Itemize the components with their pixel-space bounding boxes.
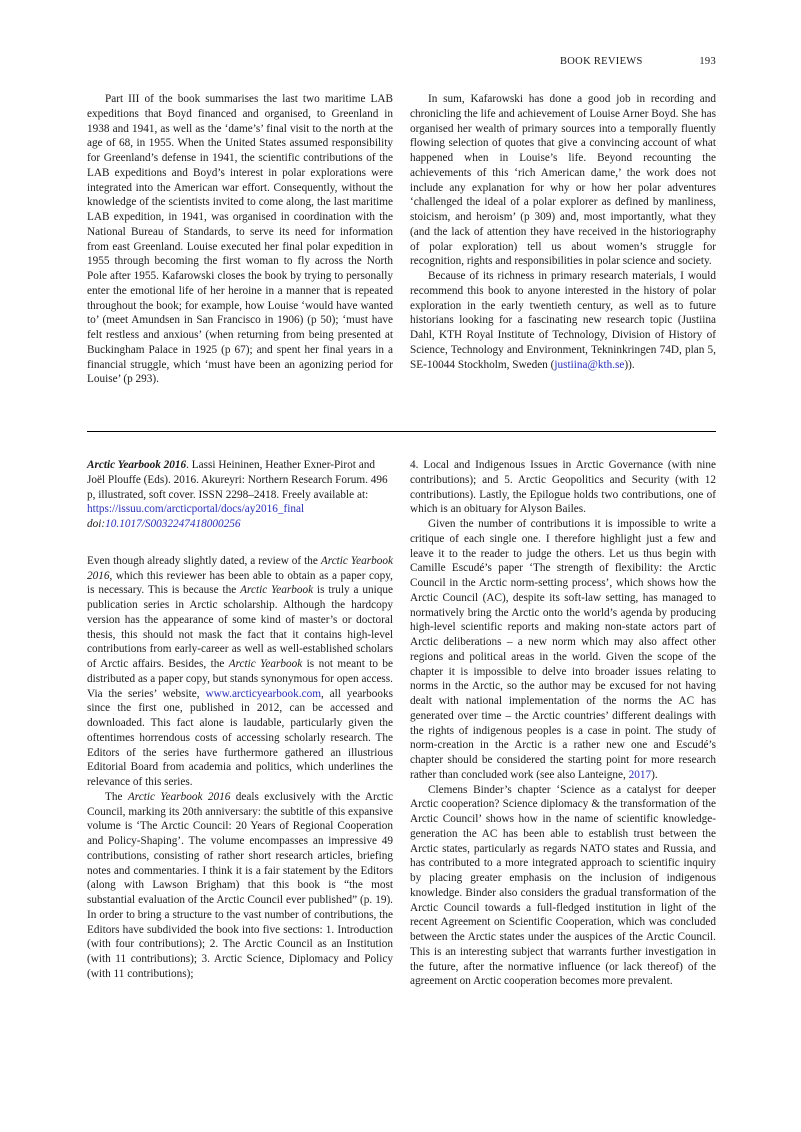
doi-label: doi: <box>87 518 106 530</box>
book-citation <box>87 458 393 532</box>
page-number: 193 <box>699 56 716 67</box>
review2-paragraph: Clemens Binder’s chapter ‘Science as a catalyst for deeper Arctic cooperation? Science diplomacy & the transformation of the Arctic Council’ shows how in the name of scientific knowledge-generation the AC has been able to establish trust between the Arctic states, particularly as regards NATO states and Russia, and has contributed to a more integrated approach to scientific inquiry by placing greater emphasis on the inclusion of indigenous knowledge. Binder also considers the gradual transformation of the Arctic Council towards a full-fledged institution in light of the recent Agreement on Scientific Cooperation, which was concluded between the Arctic states under the auspices of the Arctic Council. This is an interesting subject that warrants further investigation in the future, after the normative influence (or lack thereof) of the agreement on Arctic cooperation becomes more prevalent. <box>410 783 716 988</box>
review2-left-column <box>87 458 393 982</box>
review1-closing-paragraph: Because of its richness in primary research materials, I would recommend this book to anyone interested in the history of polar exploration in the early twentieth century, as well as to future historians looking for a fascinating new research topic (Justiina Dahl, KTH Royal Institute of Technology, Division of History of Science, Technology and Environment, Tekninkringen 74D, plan 5, SE-10044 Stockholm, Sweden (justiina@kth.se)). <box>410 270 716 371</box>
arctic-yearbook-website-link[interactable]: www.arcticyearbook.com <box>205 687 321 700</box>
reviewer-email-link[interactable]: justiina@kth.se <box>554 358 625 371</box>
review2-paragraph: 4. Local and Indigenous Issues in Arctic Governance (with nine contributions); and 5. Arctic Geopolitics and Security (with 12 contributions). Lastly, the Epilogue holds two contributions, one of which is an obituary for Alyson Bailes. <box>410 459 716 516</box>
review1-left-column <box>87 92 393 387</box>
doi-link[interactable]: 10.1017/S0032247418000256 <box>105 518 241 530</box>
running-head <box>560 56 716 67</box>
review1-right-column <box>410 92 716 372</box>
review2-paragraph: Even though already slightly dated, a review of the Arctic Yearbook 2016, which this reviewer has been able to obtain as a paper copy, is necessary. This is because the Arctic Yearbook is truly a unique publication series in Arctic scholarship. Although the hardcopy version has the appearance of some kind of master’s or doctoral thesis, this should not mask the fact that it contains high-level contributions from early-career as well as well-established scholars of Arctic affairs. Besides, the Arctic Yearbook is not meant to be distributed as a paper copy, but stands synonymous for open access. Via the series’ website, www.arcticyearbook.com, all yearbooks since the first one, published in 2012, can be accessed and downloaded. This fact alone is laudable, particularly given the oftentimes horrendous costs of accessing scholarly research. The Editors of the series have furthermore gathered an illustrious Editorial Board from academia and politics, which underlines the relevance of this series. <box>87 554 393 788</box>
citation-link-lanteigne-2017[interactable]: 2017 <box>628 768 652 781</box>
book-details: . Lassi Heininen, Heather Exner-Pirot and Joël Plouffe (Eds). 2016. Akureyri: Northern Research Forum. 496 p, illustrated, soft cover. ISSN 2298–2418. Freely available at: <box>87 459 388 501</box>
book-title: Arctic Yearbook 2016 <box>87 459 187 471</box>
review2-right-column <box>410 458 716 989</box>
review1-paragraph: In sum, Kafarowski has done a good job in recording and chronicling the life and achievement of Louise Arner Boyd. She has organised her wealth of primary sources into a temporally fluently flowing selection of quotes that give a convincing account of what happened when in Louise’s life. Beyond recounting the achievements of this ‘rich American dame,’ the work does not include any explanation for why or how her polar adventures ‘challenged the ideal of a polar explorer as defined by manliness, stoicism, and heroism’ (p 309) and, most importantly, what they (and the lack of attention they have received in the historiography of polar exploration) tell us about women’s struggle for recognition, rights and responsibilities in polar science and society. <box>410 93 716 268</box>
section-divider <box>87 431 716 432</box>
review2-paragraph: The Arctic Yearbook 2016 deals exclusively with the Arctic Council, marking its 20th anniversary: the subtitle of this expansive volume is ‘The Arctic Council: 20 Years of Regional Cooperation and Policy-Shaping’. The volume encompasses an impressive 49 contributions, consisting of rather short research articles, briefing notes and commentaries. I think it is a fair statement by the Editors (along with Lawson Brigham) that this book is “the most substantial evaluation of the Arctic Council ever published” (p. 19). In order to bring a structure to the vast number of contributions, the Editors have subdivided the book into five sections: 1. Introduction (with four contributions); 2. The Arctic Council as an Institution (with 11 contributions); 3. Arctic Science, Diplomacy and Policy (with 11 contributions); <box>87 790 393 980</box>
section-title: BOOK REVIEWS <box>560 56 643 67</box>
book-url-link[interactable]: https://issuu.com/arcticportal/docs/ay2016_final <box>87 503 305 516</box>
review2-paragraph: Given the number of contributions it is impossible to write a critique of each single one. I therefore highlight just a few and leave it to the reader to judge the others. Let us thus begin with Camille Escudé’s paper ‘The strength of flexibility: the Arctic Council in the Arctic norm-setting process’, which shows how the Arctic Council (AC), despite its soft-law setting, has managed to normatively bring the Arctic onto the world’s agenda by producing high-level scientific reports and making non-state actors part of Arctic deliberations – a new norm which may also affect other regions and political areas in the world. Given the scope of the chapter it is impossible to delve into broader issues relating to norms in the Arctic, so the author may be excused for not having dealt with national implementation of the norms the AC has generated over time – the Arctic countries’ different dealings with the rights of indigenous peoples is a case in point. The study of norm-creation in the Arctic is a rather new one and Escudé’s chapter should be considered the starting point for more research rather than concluded work (see also Lanteigne, 2017). <box>410 518 716 781</box>
review1-paragraph: Part III of the book summarises the last two maritime LAB expeditions that Boyd financed and organised, to Greenland in 1938 and 1941, as well as the ‘dame’s’ final visit to the north at the age of 68, in 1955. When the United States assumed responsibility for Greenland’s defense in 1941, the scientific contributions of the LAB expeditions and Boyd’s interest in polar explorations were integrated into the American war effort. Consequently, without the knowledge of the scientists invited to come along, the last maritime LAB expedition, in 1941, was organised in coordination with the National Bureau of Standards, to serve its need for information from east Greenland. Louise executed her final polar expedition in 1955 through becoming the first woman to fly across the North Pole after 1955. Kafarowski closes the book by trying to personally enter the emotional life of her heroine in a manner that is repeated throughout the book; for example, how Louise ‘would have wanted to’ (meet Amundsen in San Francisco in 1906) (p 50); ‘must have felt restless and anxious’ (when returning from being presented at Buckingham Palace in 1925 (p 67); and spent her final years in a financial struggle, which ‘must have been an agonizing period for Louise’ (p 293). <box>87 93 393 386</box>
